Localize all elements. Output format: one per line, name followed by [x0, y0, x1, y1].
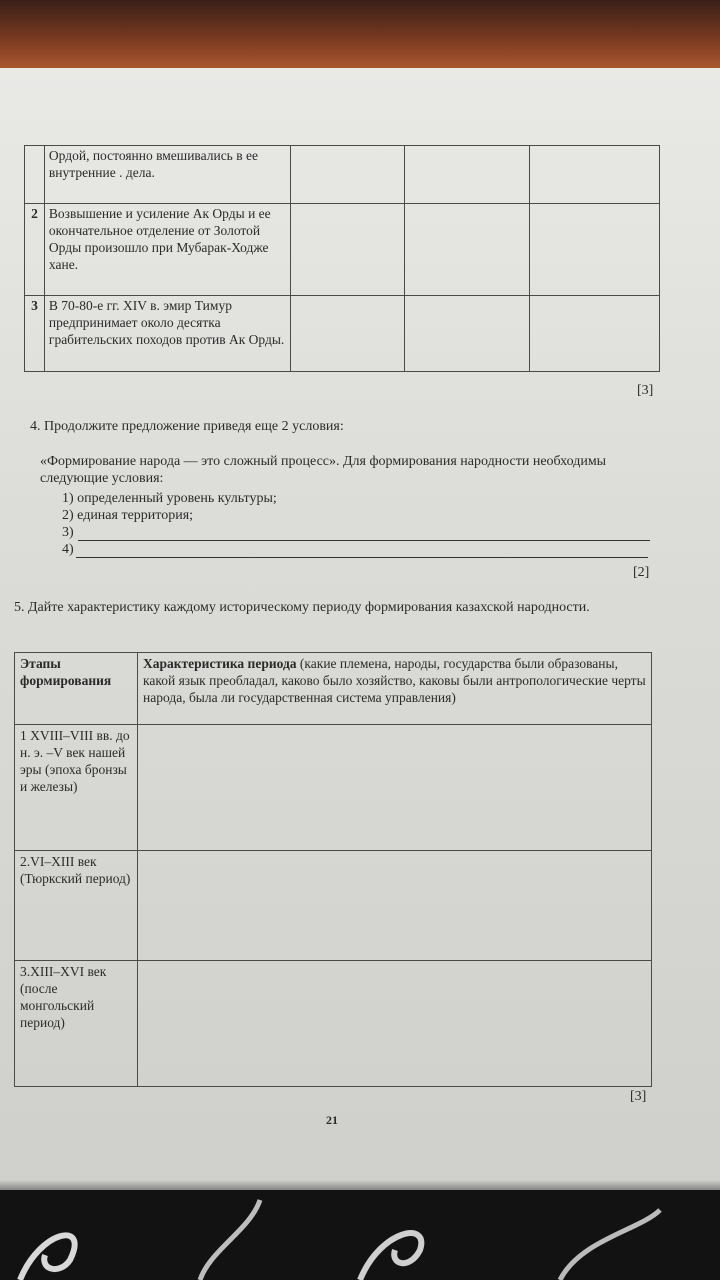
answer-cell[interactable]	[138, 851, 652, 961]
row-number	[25, 146, 45, 204]
condition-4-answer-line[interactable]	[76, 557, 648, 558]
header-characteristic	[138, 653, 652, 725]
stage-label: 1 XVIII–VIII вв. до н. э. –V век нашей эры (эпоха бронзы и железы)	[15, 725, 138, 851]
answer-cell[interactable]	[405, 204, 530, 296]
answer-cell[interactable]	[530, 204, 660, 296]
stage-label: 3.XIII–XVI век (после монгольский период)	[15, 961, 138, 1087]
row-text: Ордой, постоянно вмешивались в ее внутренние . дела.	[44, 146, 290, 204]
header-stages: Этапы формирования	[15, 653, 138, 725]
answer-cell[interactable]	[138, 961, 652, 1087]
answer-cell[interactable]	[405, 146, 530, 204]
answer-cell[interactable]	[138, 725, 652, 851]
table-row	[25, 296, 660, 372]
score-table1: [3]	[637, 383, 654, 398]
question4-title: 4. Продолжите предложение приведя еще 2 условия:	[30, 419, 344, 434]
score-question4: [2]	[633, 565, 650, 580]
row-text: В 70-80-е гг. XIV в. эмир Тимур предпринимает около десятка грабительских походов против Ак Орды.	[44, 296, 290, 372]
table-header-row	[15, 653, 652, 725]
condition-3-answer-line[interactable]	[78, 540, 650, 541]
row-number: 3	[25, 296, 45, 372]
header-characteristic-rest: (какие племена, народы, государства были образованы, какой язык преобладал, каково было хозяйство, каковы были антропологические черты народа, была ли государственная система управления)	[143, 656, 646, 705]
answer-cell[interactable]	[530, 296, 660, 372]
table-row	[15, 961, 652, 1087]
table-periods	[14, 652, 652, 1087]
condition-3-label: 3)	[62, 525, 74, 540]
question5-title: 5. Дайте характеристику каждому историческому периоду формирования казахской народности.	[14, 600, 590, 615]
table-row	[25, 146, 660, 204]
table-row	[15, 851, 652, 961]
page-number: 21	[326, 1113, 338, 1127]
answer-cell[interactable]	[530, 146, 660, 204]
header-characteristic-bold: Характеристика периода	[143, 656, 297, 671]
row-text: Возвышение и усиление Ак Орды и ее окончательное отделение от Золотой Орды произошло при Мубарак-Ходже хане.	[44, 204, 290, 296]
answer-cell[interactable]	[291, 146, 405, 204]
table-row	[15, 725, 652, 851]
answer-cell[interactable]	[405, 296, 530, 372]
answer-cell[interactable]	[291, 296, 405, 372]
table-row	[25, 204, 660, 296]
score-question5: [3]	[630, 1089, 647, 1104]
question4-intro: «Формирование народа — это сложный процесс». Для формирования народности необходимы следующие условия:	[40, 454, 607, 486]
stage-label: 2.VI–XIII век (Тюркский период)	[15, 851, 138, 961]
background-wall	[0, 0, 720, 72]
row-number: 2	[25, 204, 45, 296]
condition-2: 2) единая территория;	[62, 508, 194, 523]
patterned-tablecloth	[0, 1190, 720, 1280]
condition-1: 1) определенный уровень культуры;	[62, 491, 277, 506]
condition-4-label: 4)	[62, 542, 74, 557]
answer-cell[interactable]	[291, 204, 405, 296]
table-events	[24, 145, 660, 372]
